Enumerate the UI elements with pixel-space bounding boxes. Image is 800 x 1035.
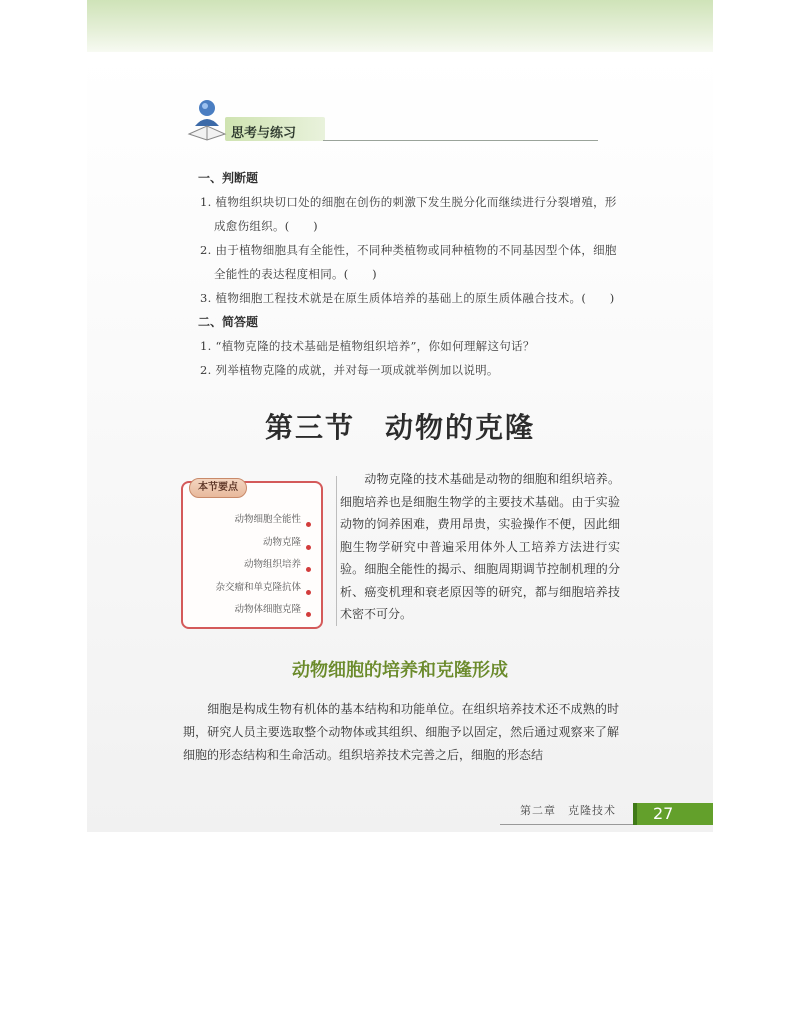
key-point-item: 动物克隆: [215, 532, 311, 555]
key-point-item: 动物组织培养: [215, 554, 311, 577]
think-title: 思考与练习: [231, 126, 297, 141]
subsection-title: 动物细胞的培养和克隆形成: [292, 660, 508, 681]
intro-paragraph: 动物克隆的技术基础是动物的细胞和组织培养。细胞培养也是细胞生物学的主要技术基础。由于实验动物的饲养困难，费用昂贵，实验操作不便，因此细胞生物学研究中普遍采用体外人工培养方法进行实验。细胞全能性的揭示、细胞周期调节控制机理的分析、癌变机理和衰老原因等的研究，都与细胞培养技术密不可分。: [340, 472, 620, 621]
reader-figure-icon: [183, 96, 229, 142]
footer-chapter: 第二章 克隆技术: [520, 804, 616, 817]
key-point-item: 动物体细胞克隆: [215, 599, 311, 622]
answer-heading: 二、简答题: [198, 315, 259, 329]
page-number: 27: [633, 803, 713, 825]
exercise-block: [200, 166, 620, 382]
answer-item: 1. “植物克隆的技术基础是植物组织培养”，你如何理解这句话？: [200, 339, 535, 353]
key-point-item: 杂交瘤和单克隆抗体: [215, 577, 311, 600]
footer-rule: [500, 824, 633, 825]
answer-item: 2. 列举植物克隆的成就，并对每一项成就举例加以说明。: [200, 363, 499, 377]
divider: [336, 476, 337, 626]
body-paragraph: 细胞是构成生物有机体的基本结构和功能单位。在组织培养技术还不成熟的时期，研究人员主要选取整个动物体或其组织、细胞予以固定，然后通过观察来了解细胞的形态结构和生命活动。组织培养技术完善之后，细胞的形态结: [183, 702, 619, 762]
header-rule: [323, 140, 598, 141]
judge-item: 1. 植物组织块切口处的细胞在创伤的刺激下发生脱分化而继续进行分裂增殖，形成愈伤组织。( ): [200, 195, 617, 233]
key-points-badge: 本节要点: [189, 478, 247, 498]
top-band: [87, 0, 713, 52]
think-practice-header: [183, 96, 598, 146]
key-points-box: [181, 481, 323, 629]
section-title: 第三节 动物的克隆: [264, 411, 535, 444]
judge-item: 3. 植物细胞工程技术就是在原生质体培养的基础上的原生质体融合技术。( ): [200, 291, 615, 305]
key-point-item: 动物细胞全能性: [215, 509, 311, 532]
key-points-list: [215, 509, 311, 622]
judge-item: 2. 由于植物细胞具有全能性，不同种类植物或同种植物的不同基因型个体，细胞全能性的表达程度相同。( ): [200, 243, 617, 281]
judge-heading: 一、判断题: [198, 171, 259, 185]
